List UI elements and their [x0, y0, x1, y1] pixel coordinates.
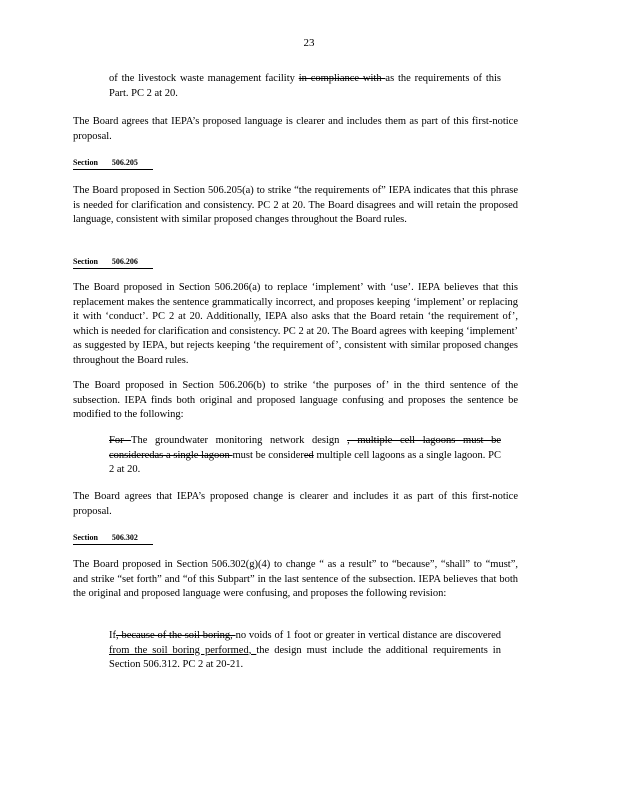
proposed-revision: [109, 629, 501, 673]
deleted-text: ed: [303, 449, 314, 461]
revision-text: the design must include the additional requirements in Section 506.312. PC 2 at 20-21.: [109, 644, 501, 670]
deleted-text: For: [109, 435, 132, 446]
paragraph: The Board agrees that IEPA’s proposed change is clearer and includes it as part of this first-notice proposal.: [73, 491, 518, 517]
deleted-text: , because of the soil boring,: [116, 630, 236, 641]
section-number: 506.205: [111, 158, 138, 167]
section-label: Section: [73, 257, 98, 266]
quoted-rule-text: [109, 72, 501, 101]
paragraph: The Board agrees that IEPA’s proposed language is clearer and includes them as part of this first-notice proposal.: [73, 116, 518, 142]
section-number: 506.206: [111, 257, 138, 266]
revision-text: If: [109, 630, 116, 641]
deleted-text: , multiple cell lagoons must be consideredas a single lagoon: [109, 435, 501, 461]
section-heading: [73, 257, 153, 269]
section-number: 506.302: [111, 533, 138, 542]
rule-text: as the requirements of this Part. PC 2 at 20.: [109, 73, 501, 99]
paragraph: The Board proposed in Section 506.206(a) to replace ‘implement’ with ‘use’. IEPA believes that this replacement makes the sentence grammatically incorrect, and proposes keeping ‘implement’ or replacing it with ‘conduct’. PC 2 at 20. Additionally, IEPA also asks that the Board retain ‘the requirement of’, which is needed for clarification and consistency. PC 2 at 20. The Board agrees with keeping ‘implement’ as suggested by IEPA, but rejects keeping ‘the requirement of’, consistent with similar proposed changes throughout the Board rules.: [73, 282, 518, 366]
revision-text: must be consider: [232, 449, 304, 461]
section-heading: [73, 533, 153, 545]
rule-text: of the livestock waste management facility: [109, 73, 299, 84]
deleted-text: in compliance with: [298, 73, 386, 84]
revision-text: no voids of 1 foot or greater in vertical distance are discovered: [235, 630, 501, 641]
section-heading: [73, 158, 153, 170]
page-number: 23: [303, 37, 315, 49]
section-label: Section: [73, 158, 98, 167]
proposed-revision: [109, 434, 501, 478]
paragraph: The Board proposed in Section 506.302(g)(4) to change “ as a result” to “because”, “shall” to “must”, and strike “set forth” and “of this Subpart” in the last sentence of the subsection. IEPA believes that both the original and proposed language were confusing, and proposes the following revision:: [73, 559, 518, 599]
revision-text: The groundwater monitoring network design: [131, 435, 348, 446]
revision-text: multiple cell lagoons as a single lagoon. PC 2 at 20.: [109, 449, 501, 475]
inserted-text: from the soil boring performed,: [109, 644, 257, 656]
section-label: Section: [73, 533, 98, 542]
paragraph: The Board proposed in Section 506.206(b) to strike ‘the purposes of’ in the third sentence of the subsection. IEPA finds both original and proposed language confusing and proposes the sentence be modified to the following:: [73, 380, 518, 420]
paragraph: The Board proposed in Section 506.205(a) to strike “the requirements of” IEPA indicates that this phrase is needed for clarification and consistency. PC 2 at 20. The Board disagrees and will retain the proposed language, consistent with similar proposed changes throughout the Board rules.: [73, 185, 518, 225]
